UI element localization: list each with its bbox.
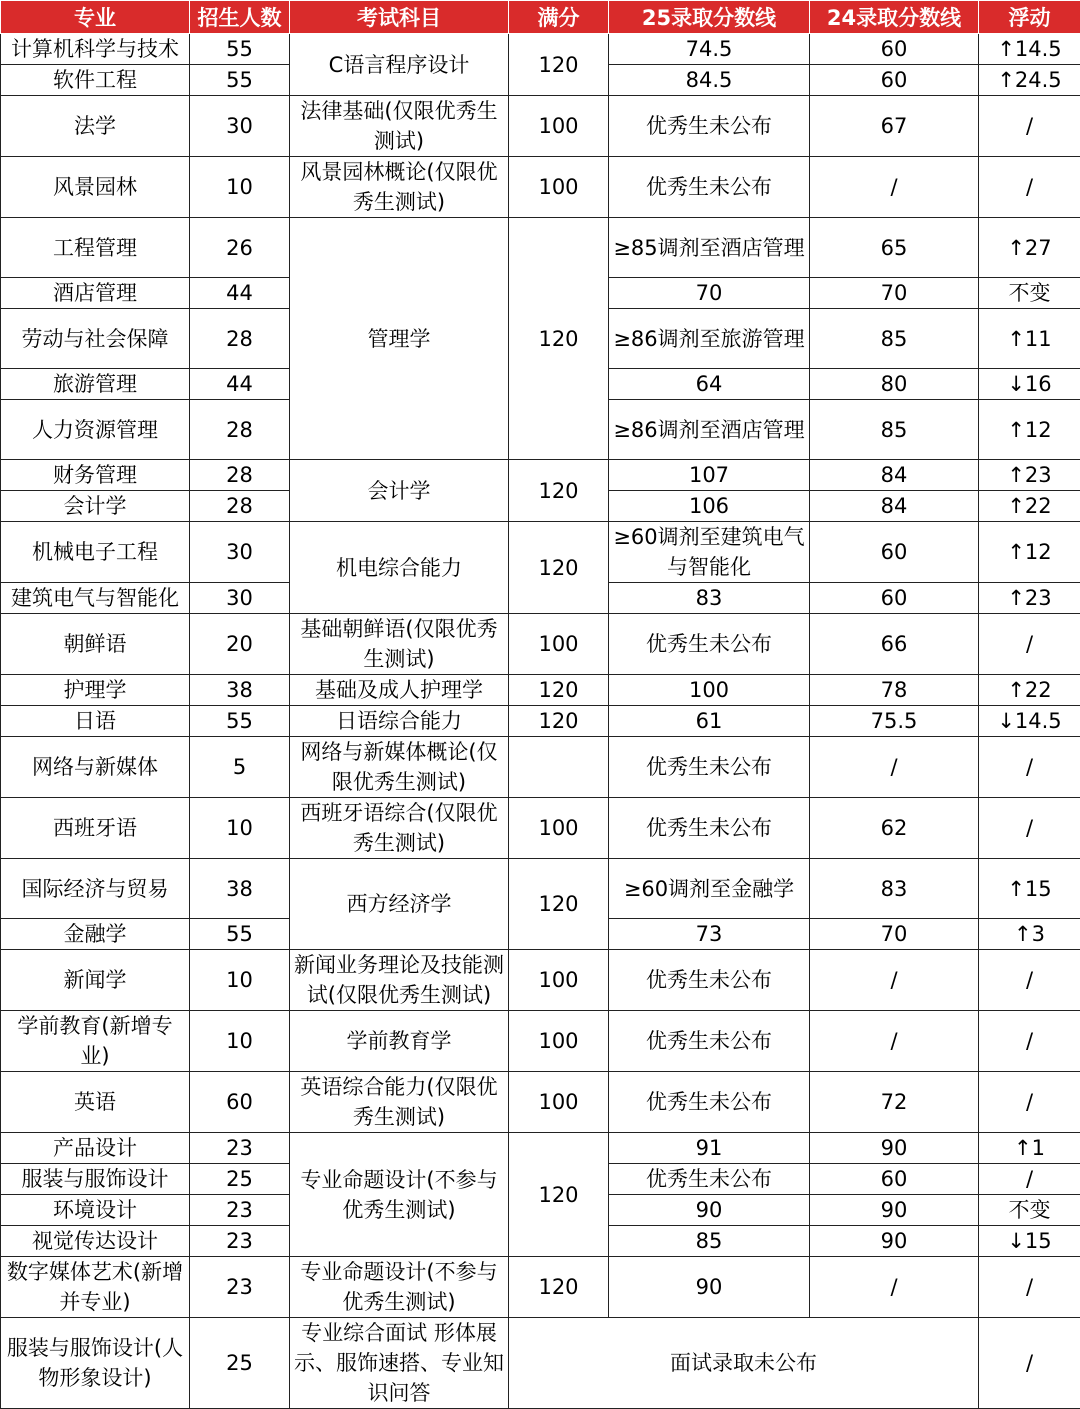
score-2025-cell: 90 <box>609 1257 810 1318</box>
count-cell: 10 <box>190 798 290 859</box>
count-cell: 30 <box>190 96 290 157</box>
header-exam-subject: 考试科目 <box>290 1 509 34</box>
subject-cell: 学前教育学 <box>290 1011 509 1072</box>
full-score-cell: 100 <box>509 798 609 859</box>
count-cell: 23 <box>190 1257 290 1318</box>
change-cell: 不变 <box>979 278 1080 309</box>
score-2025-cell: 100 <box>609 675 810 706</box>
count-cell: 60 <box>190 1072 290 1133</box>
change-cell: / <box>979 950 1080 1011</box>
table-row <box>1 859 1080 919</box>
change-cell: / <box>979 96 1080 157</box>
major-cell: 视觉传达设计 <box>1 1226 190 1257</box>
score-2024-cell: 60 <box>810 34 979 65</box>
table-row <box>1 1072 1080 1133</box>
subject-cell: 日语综合能力 <box>290 706 509 737</box>
score-2025-cell: 85 <box>609 1226 810 1257</box>
change-cell: ↑23 <box>979 583 1080 614</box>
subject-cell: 西方经济学 <box>290 859 509 950</box>
change-cell: / <box>979 1318 1080 1409</box>
score-2024-cell: / <box>810 950 979 1011</box>
score-2024-cell: 62 <box>810 798 979 859</box>
count-cell: 25 <box>190 1164 290 1195</box>
major-cell: 建筑电气与智能化 <box>1 583 190 614</box>
major-cell: 酒店管理 <box>1 278 190 309</box>
score-2024-cell: / <box>810 157 979 218</box>
subject-cell: 基础朝鲜语(仅限优秀生测试) <box>290 614 509 675</box>
subject-cell: 西班牙语综合(仅限优秀生测试) <box>290 798 509 859</box>
score-2024-cell: 65 <box>810 218 979 278</box>
score-2024-cell: / <box>810 737 979 798</box>
header-row <box>1 1 1080 34</box>
count-cell: 38 <box>190 859 290 919</box>
major-cell: 西班牙语 <box>1 798 190 859</box>
count-cell: 23 <box>190 1226 290 1257</box>
table-row <box>1 522 1080 583</box>
full-score-cell: 120 <box>509 1133 609 1257</box>
major-cell: 日语 <box>1 706 190 737</box>
table-row <box>1 1257 1080 1318</box>
change-cell: ↓16 <box>979 369 1080 400</box>
major-cell: 学前教育(新增专业) <box>1 1011 190 1072</box>
major-cell: 朝鲜语 <box>1 614 190 675</box>
table-row <box>1 218 1080 278</box>
table-row <box>1 1011 1080 1072</box>
full-score-cell: 120 <box>509 218 609 460</box>
score-2024-cell: 60 <box>810 522 979 583</box>
major-cell: 软件工程 <box>1 65 190 96</box>
change-cell: ↑23 <box>979 460 1080 491</box>
count-cell: 5 <box>190 737 290 798</box>
major-cell: 旅游管理 <box>1 369 190 400</box>
change-cell: / <box>979 1011 1080 1072</box>
score-2025-cell: ≥86调剂至酒店管理 <box>609 400 810 460</box>
count-cell: 55 <box>190 919 290 950</box>
change-cell: ↑27 <box>979 218 1080 278</box>
count-cell: 44 <box>190 369 290 400</box>
score-2024-cell: 72 <box>810 1072 979 1133</box>
subject-cell: 网络与新媒体概论(仅限优秀生测试) <box>290 737 509 798</box>
table-row <box>1 675 1080 706</box>
count-cell: 28 <box>190 491 290 522</box>
change-cell: / <box>979 737 1080 798</box>
major-cell: 法学 <box>1 96 190 157</box>
full-score-cell: 100 <box>509 614 609 675</box>
full-score-cell: 120 <box>509 1257 609 1318</box>
major-cell: 风景园林 <box>1 157 190 218</box>
change-cell: ↑22 <box>979 675 1080 706</box>
change-cell: ↑12 <box>979 522 1080 583</box>
table-row <box>1 706 1080 737</box>
change-cell: ↑24.5 <box>979 65 1080 96</box>
major-cell: 护理学 <box>1 675 190 706</box>
score-2025-cell: 107 <box>609 460 810 491</box>
full-score-cell: 100 <box>509 96 609 157</box>
score-2025-cell: 91 <box>609 1133 810 1164</box>
score-2024-cell: 85 <box>810 309 979 369</box>
full-score-cell: 100 <box>509 1011 609 1072</box>
score-2025-cell: 优秀生未公布 <box>609 614 810 675</box>
count-cell: 26 <box>190 218 290 278</box>
subject-cell: 专业综合面试 形体展示、服饰速搭、专业知识问答 <box>290 1318 509 1409</box>
score-2025-cell: ≥85调剂至酒店管理 <box>609 218 810 278</box>
score-2025-cell: 74.5 <box>609 34 810 65</box>
major-cell: 新闻学 <box>1 950 190 1011</box>
major-cell: 劳动与社会保障 <box>1 309 190 369</box>
score-2024-cell: 84 <box>810 491 979 522</box>
count-cell: 38 <box>190 675 290 706</box>
count-cell: 28 <box>190 309 290 369</box>
score-2024-cell: 67 <box>810 96 979 157</box>
header-2025-cutoff: 25录取分数线 <box>609 1 810 34</box>
score-2025-cell: 优秀生未公布 <box>609 737 810 798</box>
score-2024-cell: / <box>810 1011 979 1072</box>
change-cell: ↓15 <box>979 1226 1080 1257</box>
header-2024-cutoff: 24录取分数线 <box>810 1 979 34</box>
header-change: 浮动 <box>979 1 1080 34</box>
change-cell: ↑11 <box>979 309 1080 369</box>
major-cell: 工程管理 <box>1 218 190 278</box>
subject-cell: 基础及成人护理学 <box>290 675 509 706</box>
count-cell: 28 <box>190 400 290 460</box>
score-2024-cell: 80 <box>810 369 979 400</box>
full-score-cell: 100 <box>509 157 609 218</box>
count-cell: 30 <box>190 583 290 614</box>
change-cell: ↑15 <box>979 859 1080 919</box>
subject-cell: 会计学 <box>290 460 509 522</box>
score-2024-cell: 90 <box>810 1133 979 1164</box>
major-cell: 网络与新媒体 <box>1 737 190 798</box>
subject-cell: 法律基础(仅限优秀生测试) <box>290 96 509 157</box>
score-2024-cell: 90 <box>810 1195 979 1226</box>
table-row <box>1 157 1080 218</box>
major-cell: 计算机科学与技术 <box>1 34 190 65</box>
score-2025-cell: 优秀生未公布 <box>609 157 810 218</box>
count-cell: 55 <box>190 706 290 737</box>
score-2025-cell: 64 <box>609 369 810 400</box>
score-2025-cell: 83 <box>609 583 810 614</box>
subject-cell: C语言程序设计 <box>290 34 509 96</box>
score-2024-cell: 66 <box>810 614 979 675</box>
subject-cell: 机电综合能力 <box>290 522 509 614</box>
score-2024-cell: 83 <box>810 859 979 919</box>
score-2024-cell: 70 <box>810 919 979 950</box>
score-2025-cell: 84.5 <box>609 65 810 96</box>
score-2025-cell: 优秀生未公布 <box>609 96 810 157</box>
count-cell: 23 <box>190 1195 290 1226</box>
subject-cell: 英语综合能力(仅限优秀生测试) <box>290 1072 509 1133</box>
count-cell: 10 <box>190 157 290 218</box>
subject-cell: 新闻业务理论及技能测试(仅限优秀生测试) <box>290 950 509 1011</box>
score-2025-cell: 优秀生未公布 <box>609 798 810 859</box>
score-2025-cell: 90 <box>609 1195 810 1226</box>
change-cell: ↑1 <box>979 1133 1080 1164</box>
subject-cell: 专业命题设计(不参与优秀生测试) <box>290 1133 509 1257</box>
table-row <box>1 1133 1080 1164</box>
score-2025-cell: 61 <box>609 706 810 737</box>
table-row <box>1 950 1080 1011</box>
count-cell: 25 <box>190 1318 290 1409</box>
count-cell: 10 <box>190 1011 290 1072</box>
header-major: 专业 <box>1 1 190 34</box>
count-cell: 23 <box>190 1133 290 1164</box>
subject-cell: 专业命题设计(不参与优秀生测试) <box>290 1257 509 1318</box>
count-cell: 10 <box>190 950 290 1011</box>
table-row <box>1 1318 1080 1409</box>
score-2025-cell: ≥60调剂至建筑电气与智能化 <box>609 522 810 583</box>
major-cell: 人力资源管理 <box>1 400 190 460</box>
score-2025-cell: 优秀生未公布 <box>609 1072 810 1133</box>
change-cell: / <box>979 614 1080 675</box>
score-2024-cell: 70 <box>810 278 979 309</box>
table-row <box>1 460 1080 491</box>
major-cell: 金融学 <box>1 919 190 950</box>
change-cell: ↑3 <box>979 919 1080 950</box>
score-2025-cell: 73 <box>609 919 810 950</box>
header-enrollment-count: 招生人数 <box>190 1 290 34</box>
change-cell: ↑22 <box>979 491 1080 522</box>
major-cell: 环境设计 <box>1 1195 190 1226</box>
full-score-cell: 120 <box>509 34 609 96</box>
count-cell: 28 <box>190 460 290 491</box>
score-2024-cell: 84 <box>810 460 979 491</box>
table-row <box>1 737 1080 798</box>
change-cell: / <box>979 1164 1080 1195</box>
count-cell: 55 <box>190 65 290 96</box>
full-score-cell: 120 <box>509 706 609 737</box>
subject-cell: 管理学 <box>290 218 509 460</box>
major-cell: 财务管理 <box>1 460 190 491</box>
change-cell: / <box>979 798 1080 859</box>
subject-cell: 风景园林概论(仅限优秀生测试) <box>290 157 509 218</box>
full-score-cell: 100 <box>509 1072 609 1133</box>
score-2024-cell: 85 <box>810 400 979 460</box>
change-cell: 不变 <box>979 1195 1080 1226</box>
major-cell: 服装与服饰设计(人物形象设计) <box>1 1318 190 1409</box>
score-2025-cell: ≥60调剂至金融学 <box>609 859 810 919</box>
header-full-score: 满分 <box>509 1 609 34</box>
score-2025-cell: 优秀生未公布 <box>609 1011 810 1072</box>
score-2024-cell: 78 <box>810 675 979 706</box>
score-2025-cell: 70 <box>609 278 810 309</box>
full-score-cell: 100 <box>509 950 609 1011</box>
table-row <box>1 34 1080 65</box>
count-cell: 55 <box>190 34 290 65</box>
full-score-cell: 120 <box>509 522 609 614</box>
major-cell: 产品设计 <box>1 1133 190 1164</box>
score-2025-cell: ≥86调剂至旅游管理 <box>609 309 810 369</box>
count-cell: 30 <box>190 522 290 583</box>
table-row <box>1 798 1080 859</box>
change-cell: ↑12 <box>979 400 1080 460</box>
count-cell: 44 <box>190 278 290 309</box>
full-score-cell: 120 <box>509 675 609 706</box>
score-2024-cell: 90 <box>810 1226 979 1257</box>
table-row <box>1 614 1080 675</box>
major-cell: 服装与服饰设计 <box>1 1164 190 1195</box>
score-2024-cell: 60 <box>810 583 979 614</box>
score-2024-cell: / <box>810 1257 979 1318</box>
major-cell: 会计学 <box>1 491 190 522</box>
score-2025-cell: 106 <box>609 491 810 522</box>
table-row <box>1 96 1080 157</box>
change-cell: / <box>979 1072 1080 1133</box>
full-score-cell <box>509 737 609 798</box>
score-2025-cell: 优秀生未公布 <box>609 950 810 1011</box>
score-2024-cell: 60 <box>810 1164 979 1195</box>
major-cell: 英语 <box>1 1072 190 1133</box>
major-cell: 机械电子工程 <box>1 522 190 583</box>
change-cell: ↑14.5 <box>979 34 1080 65</box>
full-score-cell: 120 <box>509 460 609 522</box>
interview-status-cell: 面试录取未公布 <box>509 1318 979 1409</box>
change-cell: / <box>979 157 1080 218</box>
full-score-cell: 120 <box>509 859 609 950</box>
score-2024-cell: 60 <box>810 65 979 96</box>
count-cell: 20 <box>190 614 290 675</box>
change-cell: / <box>979 1257 1080 1318</box>
score-2025-cell: 优秀生未公布 <box>609 1164 810 1195</box>
score-2024-cell: 75.5 <box>810 706 979 737</box>
major-cell: 国际经济与贸易 <box>1 859 190 919</box>
major-cell: 数字媒体艺术(新增并专业) <box>1 1257 190 1318</box>
change-cell: ↓14.5 <box>979 706 1080 737</box>
